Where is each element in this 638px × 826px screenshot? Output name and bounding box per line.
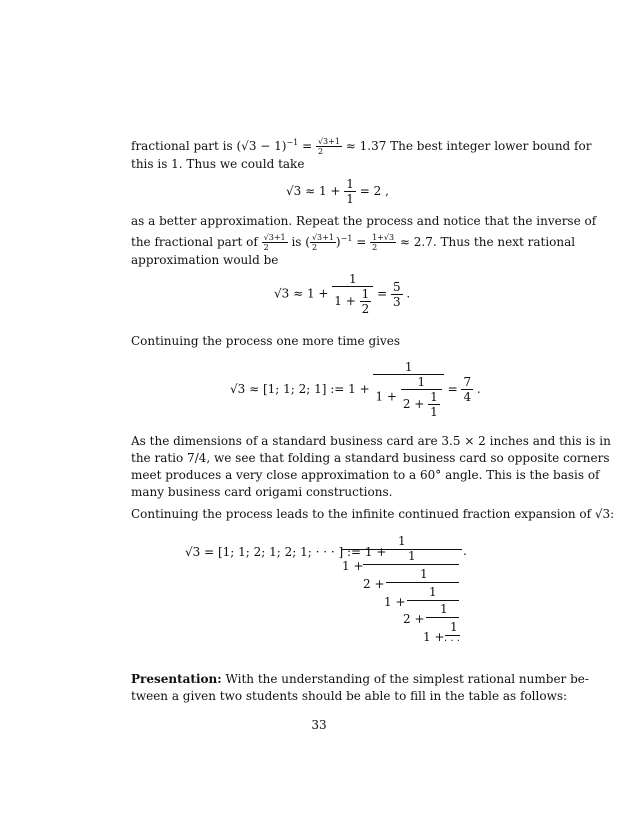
fraction <box>370 233 396 252</box>
eq3-inner-denominator-term: 2 + <box>402 397 429 411</box>
eq3-inner-numerator: 1 <box>417 375 426 389</box>
eq3-inner-denominator <box>401 389 442 419</box>
eq4-bar-4 <box>407 600 459 601</box>
para2-text-c: ) <box>335 235 341 249</box>
presentation-heading: Presentation: <box>131 672 222 686</box>
eq3-result-denominator: 4 <box>463 390 472 404</box>
equation-sqrt3-approx-7-4 <box>230 360 481 419</box>
para4-line4: many business card origami constructions. <box>131 485 393 499</box>
eq2-fraction <box>332 272 373 316</box>
para4-line3: meet produces a very close approximation to a 60° angle. This is the basis of <box>131 468 600 482</box>
eq1-fraction <box>344 177 356 206</box>
paragraph-continuing <box>131 333 521 350</box>
equation-infinite-continued-fraction <box>185 534 485 650</box>
eq4-lhs: √3 = [1; 1; 2; 1; 2; 1; · · · ] := 1 + <box>185 545 387 559</box>
eq4-num-3: 1 <box>420 567 428 581</box>
para4-line1: As the dimensions of a standard business card are 3.5 × 2 inches and this is in <box>131 434 611 448</box>
eq4-term-2: 2 + <box>363 577 385 591</box>
eq2-inner-numerator: 1 <box>361 287 370 301</box>
eq4-num-2: 1 <box>408 549 416 563</box>
eq3-inner-fraction <box>401 375 442 419</box>
eq1-rhs: = 2 , <box>355 184 389 198</box>
exponent: −1 <box>340 234 353 243</box>
eq4-tail: · · · <box>444 636 460 647</box>
eq4-term-1: 1 + <box>342 559 364 573</box>
paragraph-better-approximation <box>131 213 597 269</box>
eq4-bar-2 <box>363 564 459 565</box>
fraction-denominator: 2 <box>262 242 288 252</box>
fraction-denominator: 2 <box>316 146 342 156</box>
eq3-lhs: √3 ≈ [1; 1; 2; 1] := 1 + <box>230 382 374 396</box>
eq3-fraction <box>373 360 443 419</box>
fraction-numerator: 1+√3 <box>372 233 395 242</box>
para4-line2: the ratio 7/4, we see that folding a standard business card so opposite corners <box>131 451 610 465</box>
exponent: −1 <box>286 138 299 147</box>
fraction-denominator: 2 <box>310 242 336 252</box>
eq2-result-denominator: 3 <box>392 294 401 309</box>
eq4-num-4: 1 <box>429 585 437 599</box>
eq2-lhs: √3 ≈ 1 + <box>274 286 333 301</box>
fraction <box>262 233 288 252</box>
para6-line2: tween a given two students should be able to fill in the table as follows: <box>131 689 568 703</box>
eq4-bar-3 <box>386 582 459 583</box>
fraction-numerator: √3+1 <box>311 233 334 242</box>
para6-line1-text: With the understanding of the simplest rational number be- <box>221 672 589 686</box>
eq3-denominator <box>373 374 443 419</box>
para1-text-a: fractional part is (√3 − 1) <box>131 139 287 153</box>
equation-sqrt3-approx-5-3 <box>274 272 410 316</box>
eq4-end: . <box>463 544 467 558</box>
para2-text-e: ≈ 2.7. Thus the next rational <box>396 235 576 249</box>
fraction-numerator: √3+1 <box>263 233 286 242</box>
para1-equals: = <box>298 139 316 153</box>
eq3-end: . <box>473 382 481 396</box>
eq4-term-5: 1 + <box>423 630 445 644</box>
para3-line: Continuing the process one more time gives <box>131 334 401 348</box>
eq3-innermost-fraction <box>428 390 440 419</box>
eq3-innermost-denominator: 1 <box>430 405 438 419</box>
equation-sqrt3-approx-2 <box>286 177 389 206</box>
fraction-numerator: √3+1 <box>317 137 340 146</box>
eq4-num-1: 1 <box>398 534 406 548</box>
eq4-term-4: 2 + <box>403 612 425 626</box>
eq3-numerator: 1 <box>404 360 413 374</box>
eq2-end: . <box>402 286 411 301</box>
eq3-result <box>461 375 473 404</box>
eq2-result-numerator: 5 <box>392 279 401 294</box>
eq3-innermost-numerator: 1 <box>430 390 438 404</box>
eq2-denominator <box>332 286 373 316</box>
eq4-num-6: 1 <box>450 620 458 634</box>
eq4-bar-1 <box>342 549 462 550</box>
para6-line1 <box>131 671 589 688</box>
fraction <box>316 137 342 156</box>
paragraph-infinite-expansion <box>131 506 615 523</box>
fraction <box>310 233 336 252</box>
eq4-bar-5 <box>426 617 459 618</box>
eq4-num-5: 1 <box>440 602 448 616</box>
para1-text-c: ≈ 1.37 The best integer lower bound for <box>341 139 592 153</box>
eq4-term-3: 1 + <box>384 595 406 609</box>
paragraph-presentation <box>131 671 589 705</box>
eq3-result-numerator: 7 <box>463 375 472 389</box>
eq2-inner-fraction <box>360 287 372 316</box>
eq1-numerator: 1 <box>346 177 354 191</box>
page-number: 33 <box>311 718 327 732</box>
para5-line: Continuing the process leads to the infinite continued fraction expansion of √3: <box>131 507 615 521</box>
para2-line2 <box>131 230 576 252</box>
paragraph-fractional-part <box>131 134 592 173</box>
eq2-result <box>391 280 403 309</box>
eq1-denominator: 1 <box>346 192 354 206</box>
para1-line2: this is 1. Thus we could take <box>131 157 305 171</box>
para1-line1 <box>131 134 592 156</box>
paragraph-business-card <box>131 433 611 501</box>
para2-line1: as a better approximation. Repeat the process and notice that the inverse of <box>131 214 597 228</box>
para2-text-a: the fractional part of <box>131 235 262 249</box>
eq2-numerator: 1 <box>348 272 357 286</box>
para2-equals: = <box>352 235 371 249</box>
eq1-lhs: √3 ≈ 1 + <box>286 184 345 198</box>
eq2-inner-denominator: 2 <box>361 302 370 316</box>
para2-text-b: is ( <box>287 235 310 249</box>
para2-line3: approximation would be <box>131 253 279 267</box>
eq2-equals: = <box>373 286 391 301</box>
eq3-equals: = <box>443 382 462 396</box>
fraction-denominator: 2 <box>370 242 396 252</box>
eq3-denominator-term: 1 + <box>375 389 401 404</box>
eq2-denominator-term: 1 + <box>334 294 360 308</box>
